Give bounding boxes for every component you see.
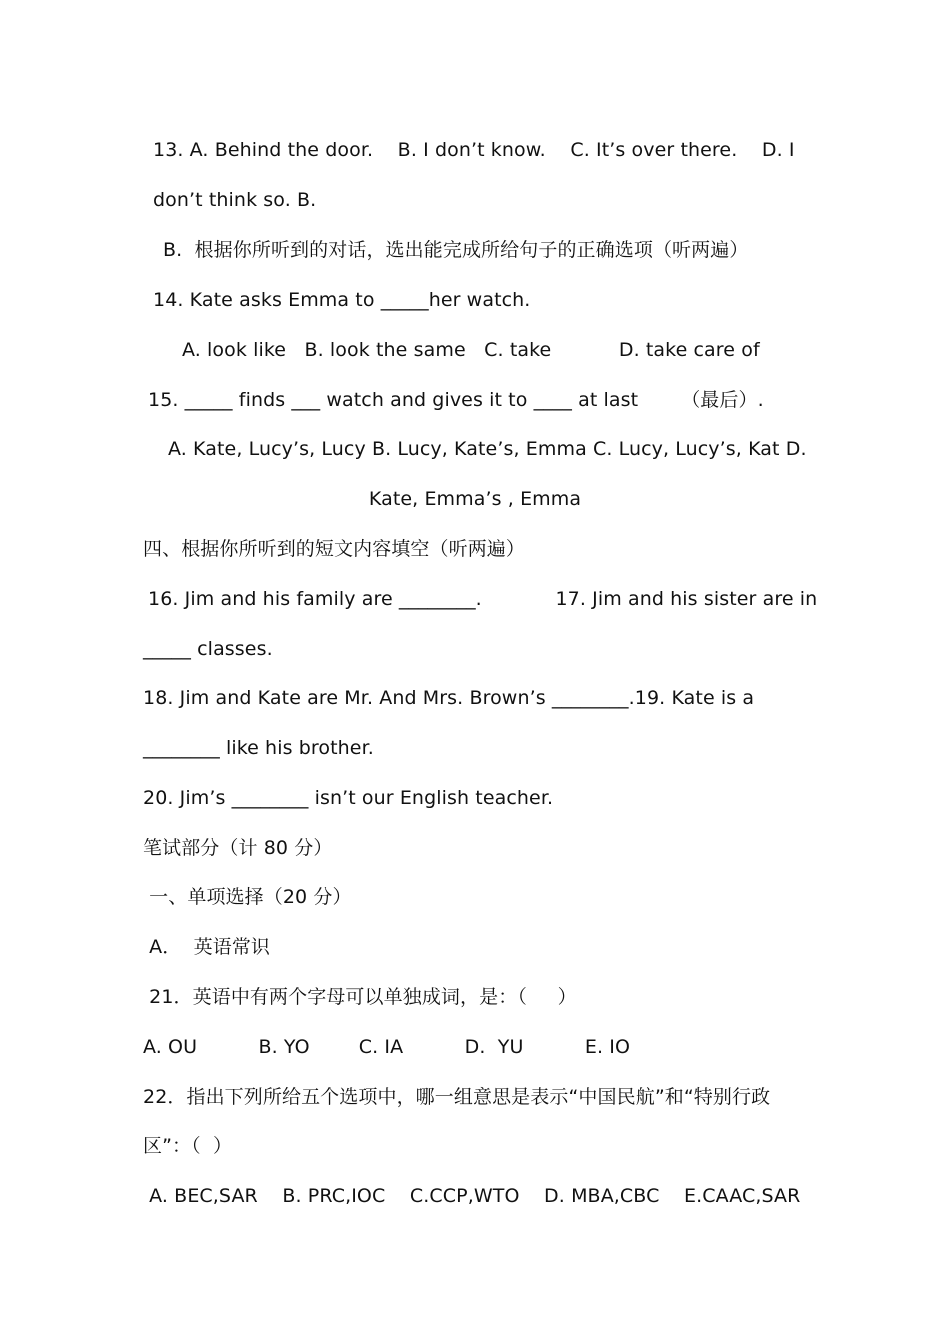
question-13-line-2: don’t think so. B. <box>153 189 317 211</box>
question-18-19: 18. Jim and Kate are Mr. And Mrs. Brown’s ________.19. Kate is a <box>143 687 755 709</box>
question-14-options: A. look like B. look the same C. take D. take care of <box>182 339 760 361</box>
question-13-line-1: 13. A. Behind the door. B. I don’t know. C. It’s over there. D. I <box>153 139 795 161</box>
question-19-continued: ________ like his brother. <box>143 737 374 759</box>
question-21-options: A. OU B. YO C. IA D. YU E. IO <box>143 1036 630 1058</box>
question-22-line-1: 22．指出下列所给五个选项中，哪一组意思是表示“中国民航”和“特别行政 <box>143 1086 771 1108</box>
question-21: 21．英语中有两个字母可以单独成词，是：（ ） <box>143 986 577 1008</box>
written-part-heading: 笔试部分（计 80 分） <box>143 837 333 859</box>
question-15-options-line-2: Kate, Emma’s , Emma <box>368 488 582 510</box>
section-b-heading: B. 根据你所听到的对话，选出能完成所给句子的正确选项（听两遍） <box>163 239 749 261</box>
question-20: 20. Jim’s ________ isn’t our English teacher. <box>143 787 554 809</box>
question-22-line-2: 区”：（ ） <box>143 1135 233 1157</box>
part-1-heading: 一、单项选择（20 分） <box>143 886 352 908</box>
question-14: 14. Kate asks Emma to _____her watch. <box>153 289 531 311</box>
question-17-continued: _____ classes. <box>143 638 273 660</box>
question-22-options: A. BEC,SAR B. PRC,IOC C.CCP,WTO D. MBA,CBC E.CAAC,SAR <box>143 1185 801 1207</box>
question-15-options-line-1: A. Kate, Lucy’s, Lucy B. Lucy, Kate’s, Emma C. Lucy, Lucy’s, Kat D. <box>168 438 807 460</box>
section-4-heading: 四、根据你所听到的短文内容填空（听两遍） <box>143 538 526 560</box>
part-a-heading: A． 英语常识 <box>143 936 271 958</box>
question-16-17: 16. Jim and his family are ________. 17. Jim and his sister are in <box>148 588 818 610</box>
question-15: 15. _____ finds ___ watch and gives it to ____ at last （最后）. <box>148 389 764 411</box>
